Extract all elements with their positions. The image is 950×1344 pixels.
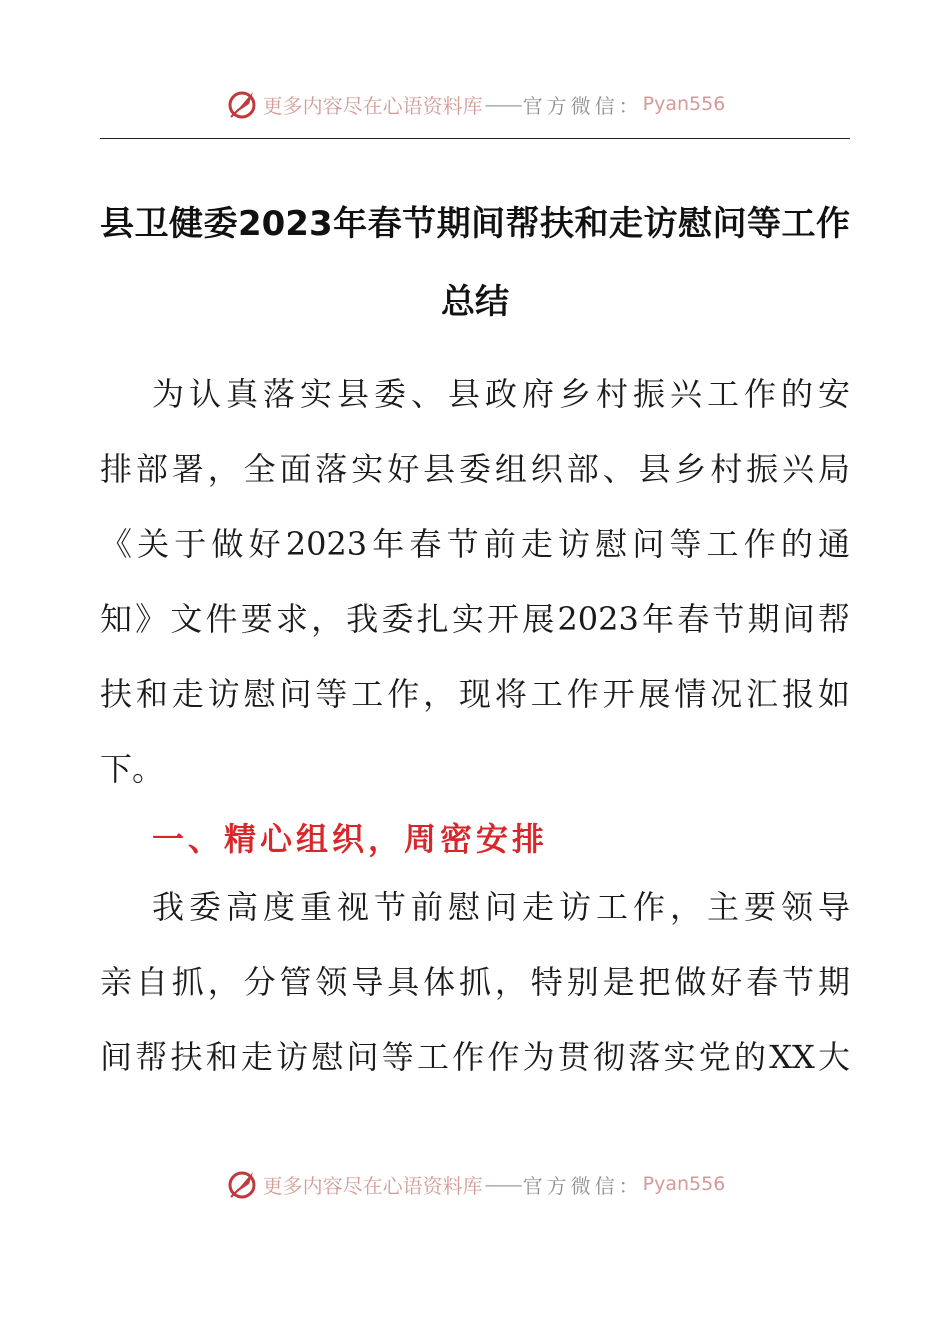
watermark-separator: —— xyxy=(484,92,521,116)
paragraph-1-line-5: 扶和走访慰问等工作，现将工作开展情况汇报如 xyxy=(100,675,850,713)
quill-logo-icon xyxy=(225,1167,259,1201)
paragraph-1-line-6: 下。 xyxy=(100,750,165,788)
header-watermark xyxy=(0,84,950,124)
watermark-wechat-id: Pyan556 xyxy=(642,93,726,115)
watermark-separator: —— xyxy=(484,1172,521,1196)
paragraph-1-line-3: 《关于做好2023年春节前走访慰问等工作的通 xyxy=(100,525,850,563)
paragraph-2-line-3: 间帮扶和走访慰问等工作作为贯彻落实党的XX大 xyxy=(100,1038,850,1076)
paragraph-2-line-1: 我委高度重视节前慰问走访工作，主要领导 xyxy=(152,888,850,926)
paragraph-1-line-2: 排部署，全面落实好县委组织部、县乡村振兴局 xyxy=(100,450,850,488)
header-divider xyxy=(100,138,850,139)
watermark-wechat-id: Pyan556 xyxy=(642,1173,726,1195)
watermark-label: 官方微信： xyxy=(522,93,643,118)
paragraph-1-line-4: 知》文件要求，我委扎实开展2023年春节期间帮 xyxy=(100,600,850,638)
document-title-line-2: 总结 xyxy=(441,282,509,322)
footer-watermark xyxy=(0,1164,950,1204)
document-title-line-1: 县卫健委2023年春节期间帮扶和走访慰问等工作 xyxy=(100,204,850,244)
watermark-site-text: 更多内容尽在心语资料库 xyxy=(262,93,483,118)
paragraph-2-line-2: 亲自抓，分管领导具体抓，特别是把做好春节期 xyxy=(100,963,850,1001)
paragraph-1-line-1: 为认真落实县委、县政府乡村振兴工作的安 xyxy=(152,375,850,413)
section-1-heading: 一、精心组织，周密安排 xyxy=(152,820,549,858)
watermark-site-text: 更多内容尽在心语资料库 xyxy=(262,1173,483,1198)
watermark-label: 官方微信： xyxy=(522,1173,643,1198)
quill-logo-icon xyxy=(225,87,259,121)
